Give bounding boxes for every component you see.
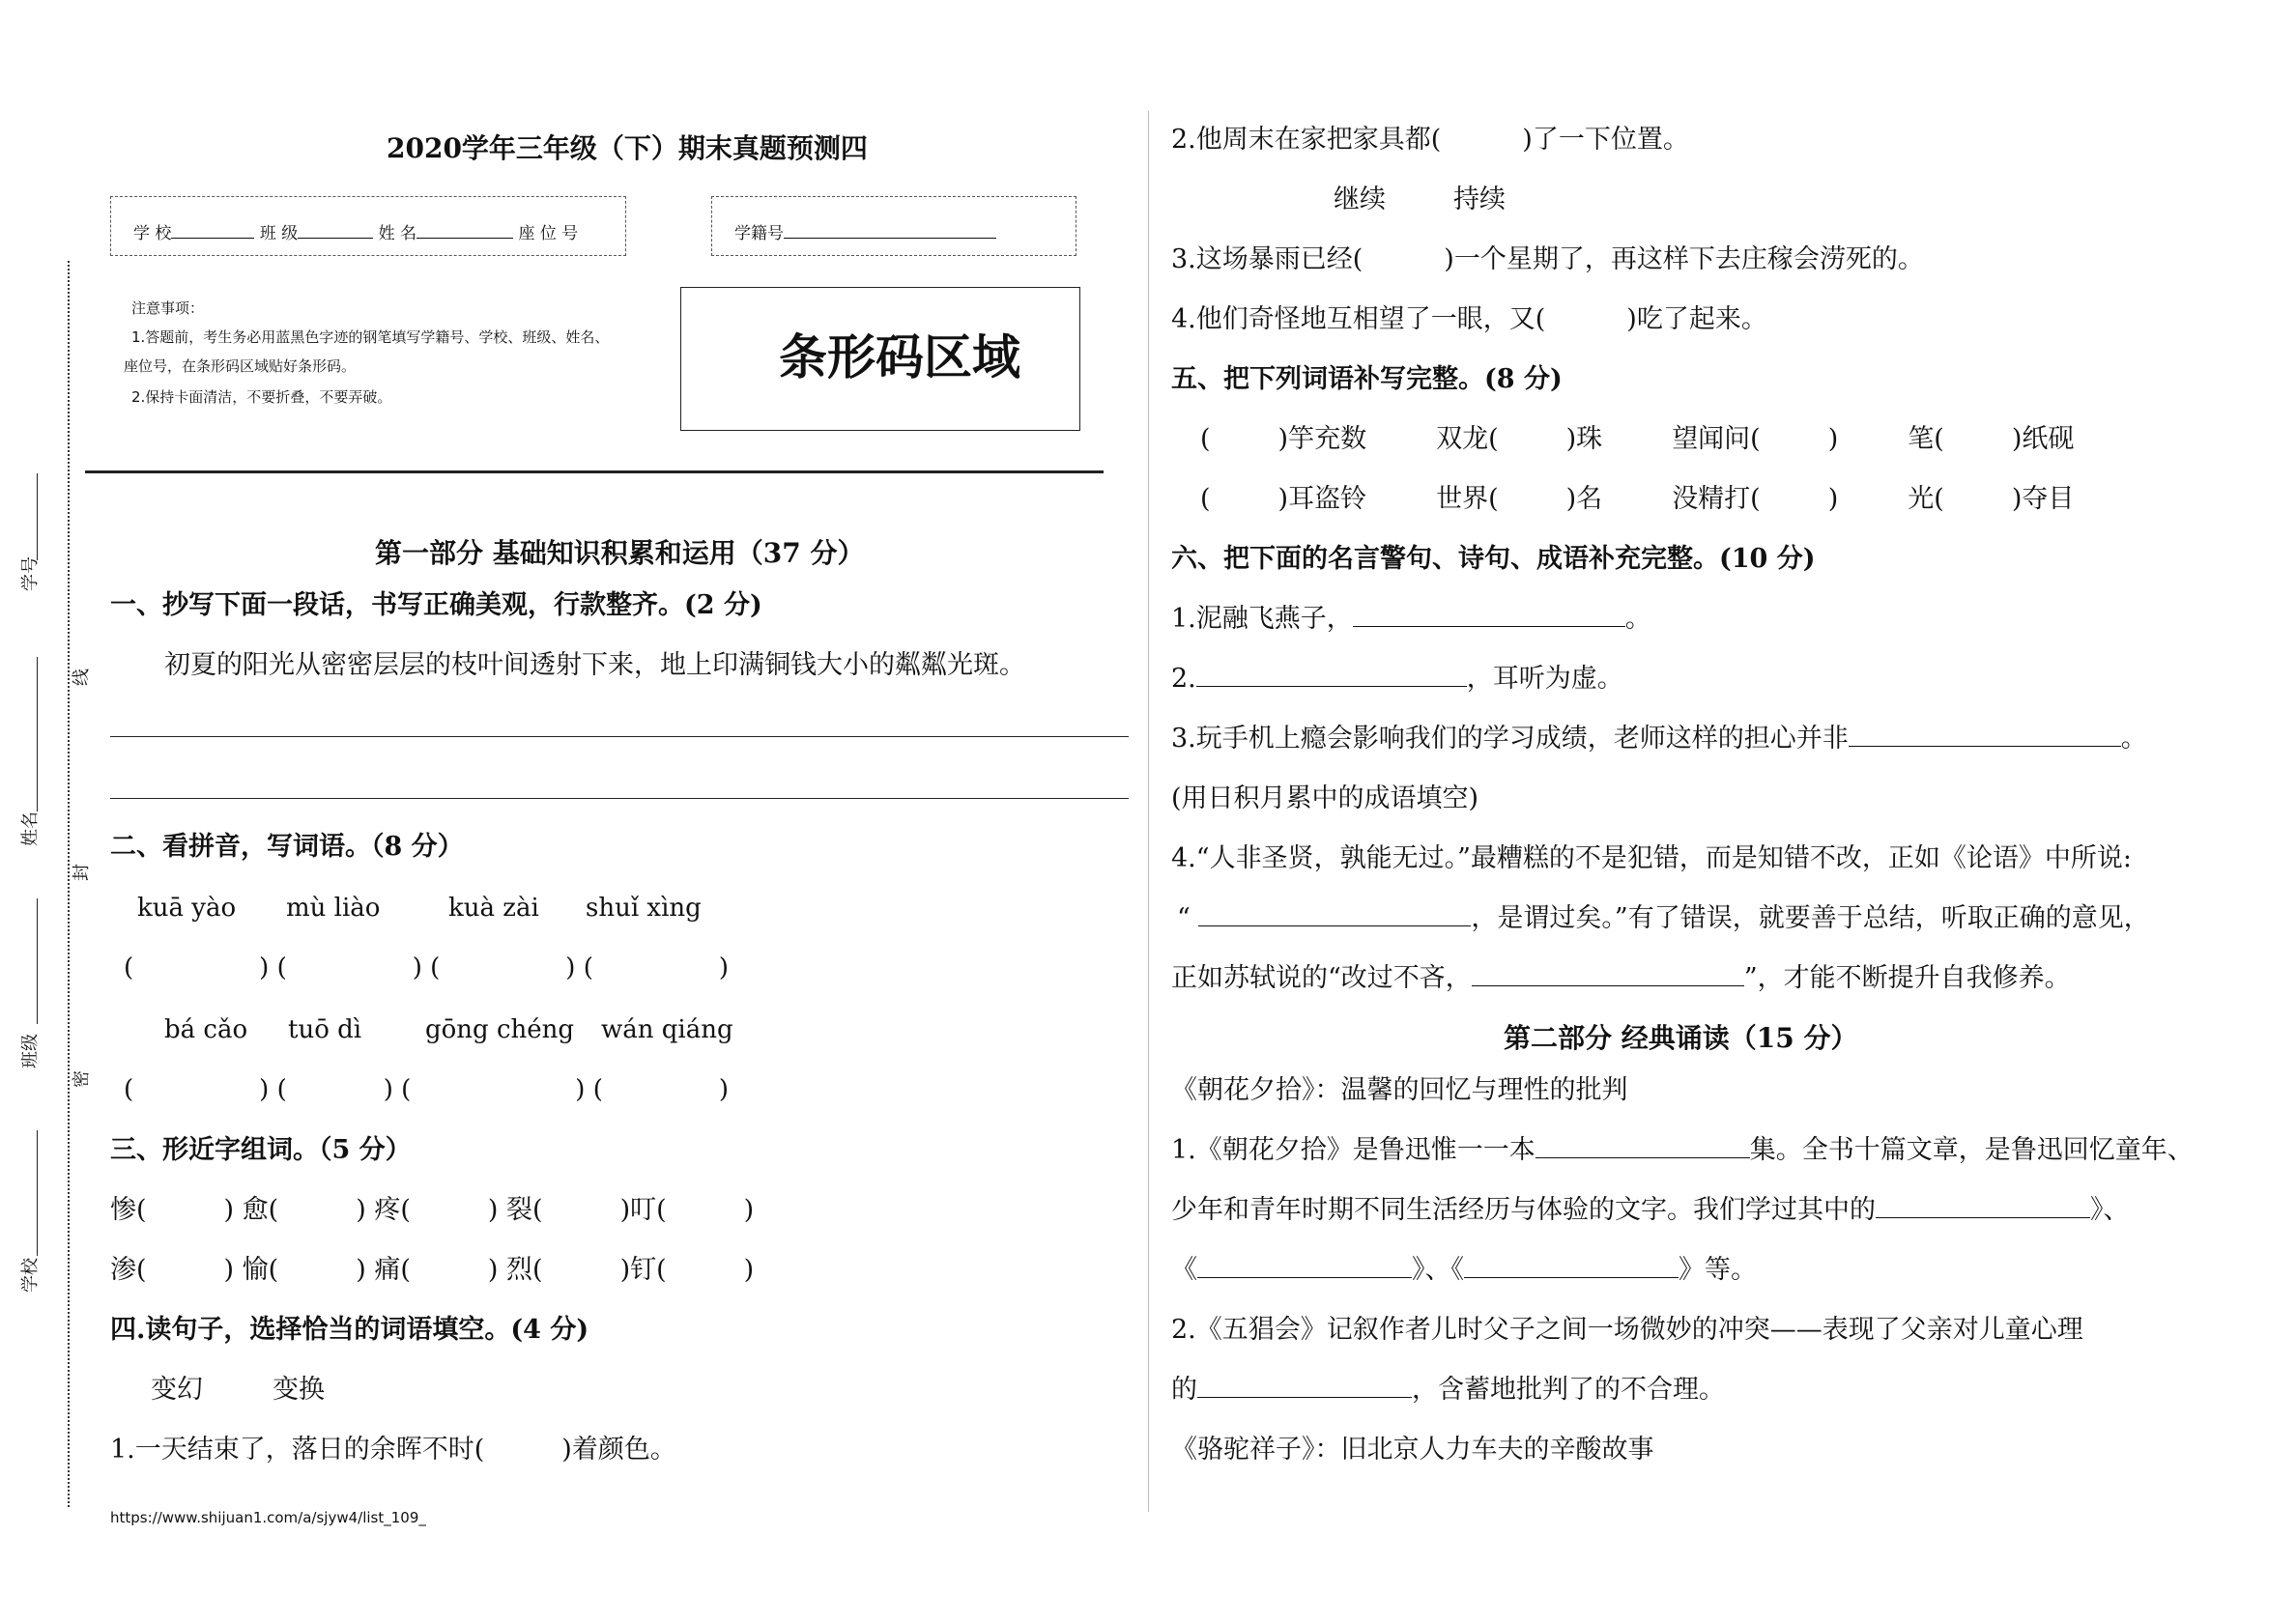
pinyin-8: wán qiáng (601, 1015, 733, 1044)
side-blank-xuexiao (37, 1130, 38, 1256)
notice-line-3: 2.保持卡面清洁，不要折叠，不要弄破。 (131, 388, 392, 406)
pinyin-7: gōng chéng (425, 1015, 575, 1044)
q3-row-1[interactable]: 惨( ) 愈( ) 疼( ) 裂( )叮( ) (110, 1195, 755, 1225)
side-blank-xingming (37, 657, 38, 811)
barcode-label: 条形码区域 (779, 328, 1020, 385)
q4-option-1: 变幻 (151, 1375, 203, 1405)
q1-writing-line-1[interactable] (110, 736, 1129, 737)
side-blank-xuehao (37, 473, 38, 560)
class-blank[interactable] (298, 216, 373, 239)
side-label-xingming: 姓名 (20, 811, 41, 846)
q4-sentence-1[interactable]: 1.一天结束了，落日的余晖不时( )着颜色。 (110, 1435, 676, 1465)
side-blank-banji (37, 898, 38, 1024)
school-blank[interactable] (171, 216, 254, 239)
q4-sentence-3[interactable]: 3.这场暴雨已经( )一个星期了，再这样下去庄稼会涝死的。 (1171, 244, 1924, 274)
header-separator (85, 470, 1104, 473)
q6-title: 六、把下面的名言警句、诗句、成语补充完整。(10 分) (1171, 544, 1816, 574)
pinyin-2: mù liào (286, 894, 381, 923)
q4-sentence-4[interactable]: 4.他们奇怪地互相望了一眼，又( )吃了起来。 (1171, 304, 1767, 334)
q4-option-2: 变换 (273, 1375, 325, 1405)
student-info-fields (133, 216, 578, 243)
book-1-q2-line-2[interactable]: 的 ，含蓄地批判了的不合理。 (1171, 1375, 1725, 1405)
notice-line-2: 座位号，在条形码区域贴好条形码。 (124, 357, 357, 375)
part1-title: 第一部分 基础知识积累和运用（37 分） (375, 537, 865, 569)
q4-sentence-2[interactable]: 2.他周末在家把家具都( )了一下位置。 (1171, 125, 1689, 155)
q5-title: 五、把下列词语补写完整。(8 分) (1171, 364, 1563, 394)
q1-title: 一、抄写下面一段话，书写正确美观，行款整齐。(2 分) (110, 590, 762, 620)
book-1-heading: 《朝花夕拾》：温馨的回忆与理性的批判 (1171, 1075, 1628, 1105)
pinyin-4: shuǐ xìng (586, 894, 702, 923)
binding-dotted-line (68, 261, 70, 1507)
q4-option-4: 持续 (1453, 185, 1506, 214)
book-1-q1-line-1[interactable]: 1.《朝花夕拾》是鲁迅惟一一本 集。全书十篇文章，是鲁迅回忆童年、 (1171, 1135, 2194, 1165)
name-label: 姓 名 (378, 224, 417, 243)
side-label-feng: 封 (72, 864, 92, 881)
pinyin-1: kuā yào (137, 894, 237, 923)
page-divider (1148, 111, 1149, 1512)
q1-writing-line-2[interactable] (110, 798, 1129, 799)
side-label-xuehao: 学号 (20, 556, 41, 591)
student-id-blank[interactable] (784, 216, 996, 239)
q6-item-2[interactable]: 2. ，耳听为虚。 (1171, 664, 1623, 694)
q6-item-3[interactable]: 3.玩手机上瘾会影响我们的学习成绩，老师这样的担心并非 。 (1171, 724, 2147, 754)
q1-text: 初夏的阳光从密密层层的枝叶间透射下来，地上印满铜钱大小的粼粼光斑。 (164, 650, 1025, 680)
pinyin-answer-row-1[interactable]: ( ) ( ) ( ) ( ) (124, 953, 729, 982)
q3-title: 三、形近字组词。（5 分） (110, 1135, 412, 1165)
pinyin-3: kuà zài (448, 894, 539, 923)
book-2-heading: 《骆驼祥子》：旧北京人力车夫的辛酸故事 (1171, 1435, 1654, 1465)
book-1-q1-line-3[interactable]: 《 》、《 》等。 (1171, 1255, 1757, 1285)
q4-title: 四.读句子，选择恰当的词语填空。(4 分) (110, 1315, 589, 1345)
q5-row-1[interactable]: ( )竽充数 双龙( )珠 望闻问( ) 笔( )纸砚 (1200, 424, 2075, 454)
seat-label: 座 位 号 (518, 224, 579, 243)
q5-row-2[interactable]: ( )耳盗铃 世界( )名 没精打( ) 光( )夺目 (1200, 484, 2075, 514)
side-label-mi: 密 (72, 1070, 92, 1088)
pinyin-5: bá cǎo (164, 1015, 248, 1044)
q3-row-2[interactable]: 渗( ) 愉( ) 痛( ) 烈( )钉( ) (110, 1255, 755, 1285)
part2-title: 第二部分 经典诵读（15 分） (1504, 1022, 1858, 1054)
name-blank[interactable] (416, 216, 513, 239)
book-1-q2-line-1: 2.《五猖会》记叙作者儿时父子之间一场微妙的冲突——表现了父亲对儿童心理 (1171, 1315, 2083, 1345)
class-label: 班 级 (259, 224, 299, 243)
student-id-field (734, 216, 996, 243)
q2-title: 二、看拼音，写词语。（8 分） (110, 832, 464, 862)
notice-heading: 注意事项： (131, 299, 205, 317)
q4-option-3: 继续 (1334, 185, 1386, 214)
book-1-q1-line-2[interactable]: 少年和青年时期不同生活经历与体验的文字。我们学过其中的 》、 (1171, 1195, 2130, 1225)
q6-item-3-hint: (用日积月累中的成语填空) (1171, 783, 1479, 813)
q6-item-4-line-3[interactable]: 正如苏轼说的“改过不吝， ”，才能不断提升自我修养。 (1171, 963, 2071, 993)
school-label: 学 校 (133, 224, 172, 243)
footer-url: https://www.shijuan1.com/a/sjyw4/list_109_ (110, 1509, 426, 1526)
side-label-xian: 线 (72, 669, 92, 686)
pinyin-answer-row-2[interactable]: ( ) ( ) ( ) ( ) (124, 1075, 729, 1104)
q6-item-4-line-1: 4.“人非圣贤，孰能无过。”最糟糕的不是犯错，而是知错不改，正如《论语》中所说: (1171, 843, 2132, 873)
student-id-label: 学籍号 (734, 224, 784, 243)
side-label-xuexiao: 学校 (20, 1258, 41, 1293)
q6-item-4-line-2[interactable]: “ ，是谓过矣。”有了错误，就要善于总结，听取正确的意见， (1177, 903, 2150, 933)
notice-line-1: 1.答题前，考生务必用蓝黑色字迹的钢笔填写学籍号、学校、班级、姓名、 (131, 328, 610, 346)
exam-title: 2020学年三年级（下）期末真题预测四 (387, 132, 868, 164)
pinyin-6: tuō dì (288, 1015, 362, 1044)
q6-item-1[interactable]: 1.泥融飞燕子， 。 (1171, 604, 1651, 634)
side-label-banji: 班级 (20, 1034, 41, 1068)
